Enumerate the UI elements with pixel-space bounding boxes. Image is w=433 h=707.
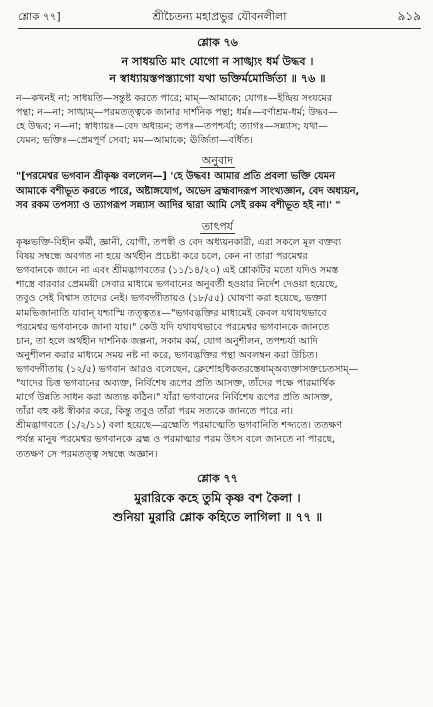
purport-line: মামভিজানাতি যাবান্ যশ্চাস্মি তত্ত্বতঃ—"ভগবদ্ভক্তির মাধ্যমেই কেবল যথাযথভাবে bbox=[16, 307, 327, 319]
header-divider bbox=[18, 28, 421, 29]
purport-line: অনুশীলন করার মাধ্যমে সময় নষ্ট না করে, ভগবদ্ভক্তির পন্থা অবলম্বন করা উচিত। bbox=[16, 349, 318, 361]
purport-line: তবুও সেই বিশ্বাস তাদের নেই। ভগবদ্গীতায়ও (১৮/৫৫) ঘোষণা করা হয়েছে, ভক্ত্যা bbox=[16, 293, 327, 305]
purport-line: মার্গে উন্নতি সাধন করা অত্যন্ত কঠিন।" যাঁরা ভগবানের নির্বিশেষ রূপের প্রতি আসক্ত, bbox=[16, 392, 333, 404]
header-chapter-title: শ্রীচৈতন্য মহাপ্রভুর যৌবনলীলা bbox=[152, 10, 287, 23]
running-header bbox=[18, 6, 421, 26]
purport-line: শাস্ত্রে বারবার প্রেমময়ী সেবার মাধ্যমে ভগবানের অনুবর্তী হওয়ার নির্দেশ দেওয়া হয়েছে, bbox=[16, 279, 338, 291]
synonyms-line: যেমন; ভক্তিঃ—প্রেমপূর্ণ সেবা; মম—আমাকে; ঊর্জিতা—বর্ধিত। bbox=[16, 135, 253, 147]
purport-line: বিষয় সম্বন্ধে অবগত না হয়ে অর্থহীন প্রচেষ্টা করে চলে, কেন না তারা পরমেশ্বর bbox=[16, 251, 308, 263]
purport-line: পরমেশ্বর ভগবানকে জানা যায়।" কেউ যদি যথাযথভাবে পরমেশ্বর ভগবানকে জানতে bbox=[16, 321, 330, 333]
verse-line: শুনিয়া মুরারি শ্লোক কহিতে লাগিলা ॥ ৭৭ ॥ bbox=[112, 509, 323, 524]
verse-line: ন স্বাধ্যায়স্তপস্ত্যাগো যথা ভক্তির্মমোর্জিতা ॥ ৭৬ ॥ bbox=[109, 72, 326, 86]
verse-77 bbox=[16, 472, 419, 527]
verse-76-title: শ্লোক ৭৬ bbox=[197, 36, 238, 49]
page-number: ৯১৯ bbox=[397, 9, 421, 23]
purport-line: ভগবদ্গীতায় (১২/৫) ভগবান আরও বলেছেন, ক্লেশোহধিকতরস্তেষাম্‌অব্যক্তাসক্তচেতসাম্— bbox=[16, 363, 359, 375]
translation-line: "[পরমেশ্বর ভগবান শ্রীকৃষ্ণ বললেন—] 'হে উদ্ধব! আমার প্রতি প্রবলা ভক্তি যেমন bbox=[16, 171, 335, 183]
verse-77-title: শ্লোক ৭৭ bbox=[197, 471, 238, 485]
purport-line: তাঁরা বহু কষ্ট স্বীকার করে, কিন্তু তবুও তাঁরা পরম সত্যকে জানতে পারে না। bbox=[16, 406, 294, 418]
purport-text bbox=[16, 236, 419, 462]
translation-heading: অনুবাদ bbox=[201, 154, 234, 168]
synonyms-line: পন্থা; ন—না; সাঙ্খ্যম্—পরমতত্ত্বকে জানার দার্শনিক পন্থা; ধর্মঃ—বর্ণাশ্রম-ধর্ম; উদ্ধব— bbox=[16, 107, 338, 119]
verse-76-text bbox=[16, 53, 419, 87]
purport-line: শ্রীমদ্ভাগবতে (১/২/১১) বলা হয়েছে—ব্রহ্মেতি পরমাত্মেতি ভগবানিতি শব্দ্যতে। ততক্ষণ bbox=[16, 420, 343, 432]
purport-line: পর্যন্ত মানুষ পরমেশ্বর ভগবানকে ব্রহ্ম ও পরমাত্মার পরম উৎস বলে জানতে না পারছে, bbox=[16, 434, 336, 446]
synonyms bbox=[16, 92, 419, 148]
verse-line: ন সাধয়তি মাং যোগো ন সাঙ্খ্যং ধর্ম উদ্ধব । bbox=[121, 55, 314, 69]
purport-line: ভগবানকে জানে না এবং শ্রীমদ্ভাগবতের (১১/১৪/২০) এই শ্লোকটির মতো যদিও সমস্ত bbox=[16, 265, 339, 277]
purport-line: ততক্ষণ সে পরমতত্ত্ব সম্বন্ধে অজ্ঞান। bbox=[16, 448, 158, 460]
header-verse-ref: শ্লোক ৭৭] bbox=[18, 11, 61, 23]
synonyms-line: ন—কখনই না; সাধয়তি—সন্তুষ্ট করতে পারে; মাম্—আমাকে; যোগঃ—ইন্দ্রিয় সংযমের bbox=[16, 93, 333, 105]
purport-line: চান, তা হলে অর্থহীন দার্শনিক জল্পনা, সকাম কর্ম, যোগ অনুশীলন, তপশ্চর্যা আদি bbox=[16, 335, 318, 347]
purport-line: "যাদের চিত্ত ভগবানের অব্যক্ত, নির্বিশেষ রূপের প্রতি আসক্ত, তাঁদের পক্ষে পারমার্থিক bbox=[16, 378, 336, 390]
verse-line: মুরারিকে কহে তুমি কৃষ্ণ বশ কৈলা । bbox=[134, 490, 301, 505]
page-content bbox=[16, 36, 419, 527]
translation-line: আমাকে বশীভূত করতে পারে, অষ্টাঙ্গযোগ, অভেদ ব্রহ্মবাদরূপ সাংখ্যজ্ঞান, বেদ অধ্যয়ন, bbox=[16, 185, 360, 197]
translation-text bbox=[16, 170, 419, 214]
purport-line: কৃষ্ণভক্তি-বিহীন কর্মী, জ্ঞানী, যোগী, তপস্বী ও বেদ অধ্যয়নকারী, এরা সকলে মূল বক্তব্য bbox=[16, 237, 342, 249]
translation-line: সব রকম তপস্যা ও ত্যাগরূপ সন্ন্যাস আদির দ্বারা আমি সেই রকম বশীভূত হই না।' " bbox=[16, 200, 341, 212]
synonyms-line: হে উদ্ধব; ন—না; স্বাধ্যায়ঃ—বেদ অধ্যয়ন; তপঃ—তপশ্চর্যা; ত্যাগঃ—সন্ন্যাস; যথা— bbox=[16, 121, 328, 133]
purport-heading: তাৎপর্য bbox=[201, 219, 234, 233]
